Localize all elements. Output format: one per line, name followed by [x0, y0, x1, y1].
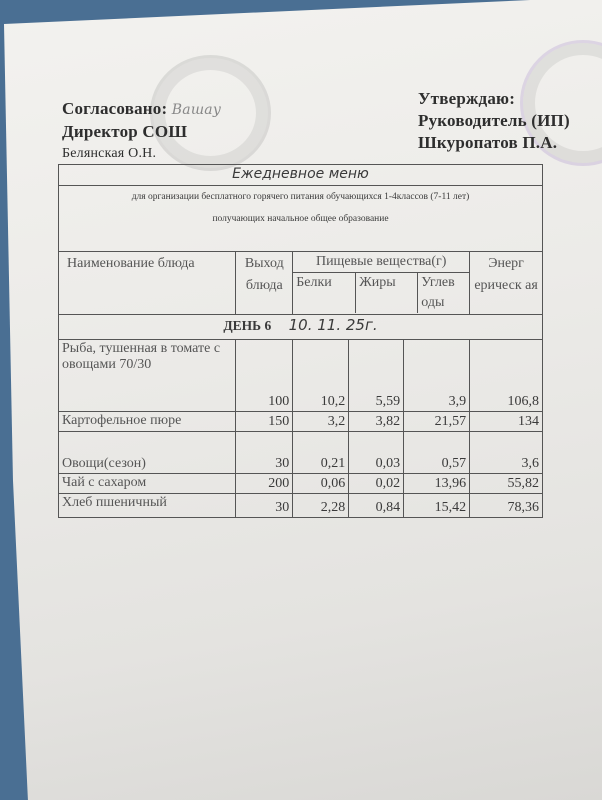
table-row — [59, 340, 543, 412]
dish-protein: 3,2 — [293, 412, 349, 432]
table-row — [59, 432, 543, 474]
dish-energy: 55,82 — [470, 474, 543, 494]
dish-yield: 150 — [236, 412, 293, 432]
dish-name: Чай с сахаром — [59, 474, 236, 494]
dish-name: Рыба, тушенная в томате с овощами 70/30 — [59, 340, 236, 412]
dish-fat: 0,03 — [349, 432, 404, 474]
dish-carbs: 3,9 — [404, 340, 470, 412]
col-protein-header: Белки — [293, 272, 356, 313]
col-carbs-header: Углев оды — [418, 272, 469, 313]
col-nutrients-sub — [293, 272, 469, 313]
day-row — [59, 315, 543, 340]
table-row — [59, 494, 543, 518]
director-name: Белянская О.Н. — [62, 146, 157, 161]
menu-title: Ежедневное меню — [59, 165, 543, 186]
dish-protein: 0,21 — [293, 432, 349, 474]
dish-energy: 106,8 — [470, 340, 543, 412]
dish-yield: 100 — [236, 340, 293, 412]
col-energy-header: Энерг ерическ ая — [470, 252, 543, 315]
dish-carbs: 21,57 — [404, 412, 470, 432]
dish-name: Овощи(сезон) — [59, 432, 236, 474]
head-name: Шкуропатов П.А. — [418, 133, 558, 152]
approval-block-right — [418, 88, 570, 154]
dish-protein: 10,2 — [293, 340, 349, 412]
col-fat-header: Жиры — [356, 272, 418, 313]
menu-date: 10. 11. 25г. — [288, 316, 378, 334]
head-label: Руководитель (ИП) — [418, 111, 570, 130]
dish-fat: 3,82 — [349, 412, 404, 432]
dish-fat: 0,84 — [349, 494, 404, 518]
agreed-label: Согласовано: — [62, 99, 168, 118]
menu-subtitle-2: получающих начальное общее образование — [212, 214, 389, 224]
col-nutrients-group — [293, 252, 470, 315]
table-subtitle-row — [59, 186, 543, 252]
day-cell — [59, 315, 543, 340]
signature: Вашау — [171, 102, 222, 118]
day-label: ДЕНЬ 6 — [223, 318, 272, 333]
col-name-header: Наименование блюда — [59, 252, 236, 315]
approve-label: Утверждаю: — [418, 89, 516, 108]
dish-protein: 2,28 — [293, 494, 349, 518]
dish-fat: 5,59 — [349, 340, 404, 412]
table-row — [59, 474, 543, 494]
dish-name: Хлеб пшеничный — [59, 494, 236, 518]
table-title-row — [59, 165, 543, 186]
dish-yield: 30 — [236, 432, 293, 474]
dish-name: Картофельное пюре — [59, 412, 236, 432]
dish-carbs: 0,57 — [404, 432, 470, 474]
table-header-row — [59, 252, 543, 315]
col-yield-header: Выход блюда — [236, 252, 293, 315]
dish-energy: 134 — [470, 412, 543, 432]
dish-energy: 3,6 — [470, 432, 543, 474]
dish-fat: 0,02 — [349, 474, 404, 494]
menu-subtitle-cell — [59, 186, 543, 252]
approval-block-left — [62, 98, 221, 165]
menu-table — [58, 164, 543, 518]
dish-yield: 30 — [236, 494, 293, 518]
col-nutrients-header: Пищевые вещества(г) — [315, 254, 447, 269]
dish-energy: 78,36 — [470, 494, 543, 518]
dish-protein: 0,06 — [293, 474, 349, 494]
agreed-line — [62, 98, 221, 121]
menu-subtitle-1: для организации бесплатного горячего питания обучающихся 1-4классов (7-11 лет) — [131, 192, 470, 202]
director-label: Директор СОШ — [62, 122, 188, 141]
dish-carbs: 15,42 — [404, 494, 470, 518]
dish-yield: 200 — [236, 474, 293, 494]
table-row — [59, 412, 543, 432]
dish-carbs: 13,96 — [404, 474, 470, 494]
